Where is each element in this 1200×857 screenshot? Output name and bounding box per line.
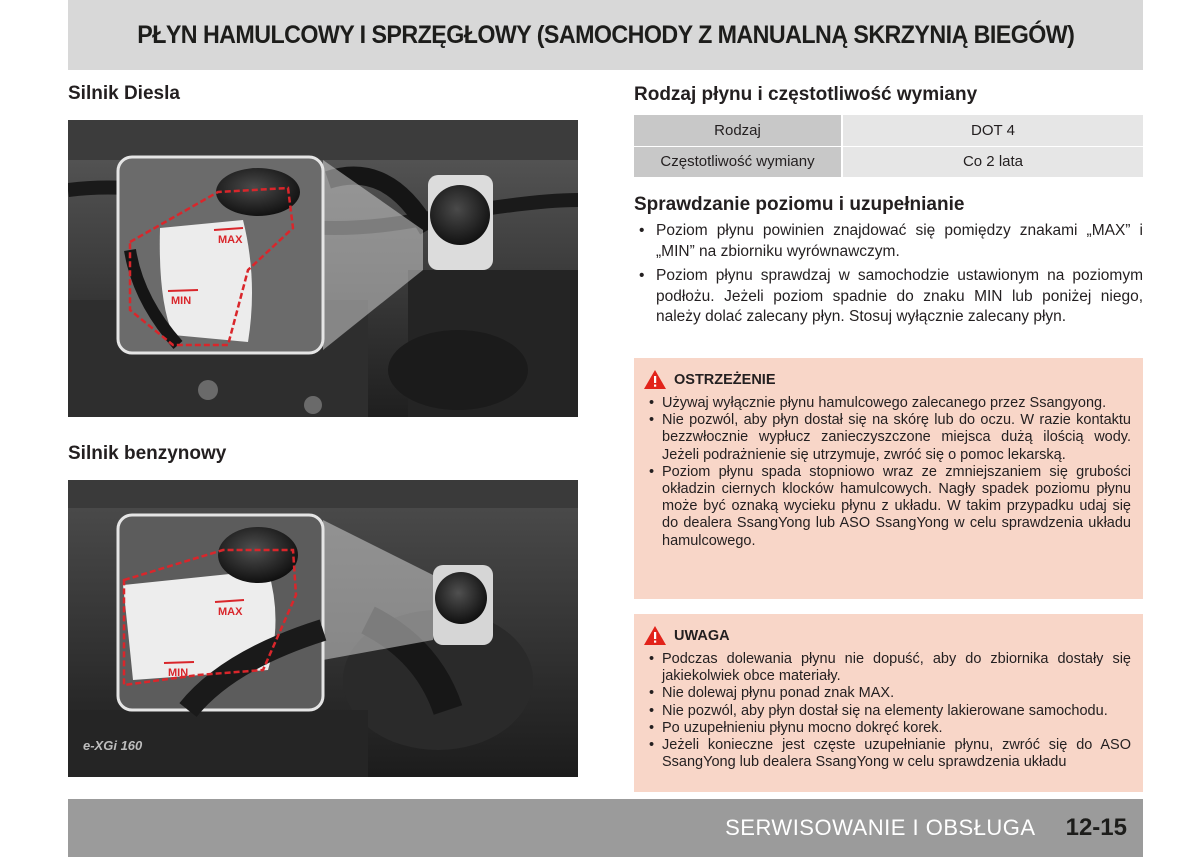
list-item: • Poziom płynu spada stopniowo wraz ze zmniejszaniem się grubości okładzin ciernych klocków hamulcowych. Nagły spadek poziomu płynu może być oznaką wycieku płynu z układu. W takim przypadku udaj się do dealera SsangYong lub ASO SsangYong w celu sprawdzenia układu hamulcowego.	[644, 464, 1131, 550]
warning-label: OSTRZEŻENIE	[674, 371, 776, 388]
caution-header	[644, 626, 1131, 645]
list-item: • Poziom płynu powinien znajdować się pomiędzy znakami „MAX” i „MIN” na zbiorniku wyrównawczym.	[634, 221, 1143, 262]
caution-label: UWAGA	[674, 627, 730, 644]
diesel-max-label: MAX	[218, 234, 243, 246]
warning-triangle-icon	[644, 370, 666, 389]
warning-list	[644, 395, 1131, 550]
table-row	[634, 115, 1143, 146]
petrol-min-label: MIN	[168, 667, 189, 679]
caution-list	[644, 651, 1131, 771]
diesel-engine-photo	[68, 120, 578, 417]
list-item: • Nie dolewaj płynu ponad znak MAX.	[644, 685, 1131, 702]
table-cell-label: Rodzaj	[634, 115, 842, 146]
petrol-engine-photo	[68, 480, 578, 777]
table-cell-value: Co 2 lata	[842, 146, 1143, 177]
list-item: • Nie pozwól, aby płyn dostał się na skórę lub do oczu. W razie kontaktu bezzwłocznie wypłucz zanieczyszczone miejsca dużą ilością wody. Jeżeli podrażnienie się utrzymuje, zwróć się o pomoc lekarską.	[644, 412, 1131, 464]
fluid-heading: Rodzaj płynu i częstotliwość wymiany	[634, 84, 978, 105]
list-item: • Poziom płynu sprawdzaj w samochodzie ustawionym na poziomym podłożu. Jeżeli poziom spadnie do znaku MIN lub poniżej niego, należy dolać zalecany płyn. Stosuj wyłącznie zalecany płyn.	[634, 266, 1143, 328]
diesel-heading: Silnik Diesla	[68, 83, 180, 104]
fluid-table	[634, 115, 1143, 178]
warning-header	[644, 370, 1131, 389]
diesel-min-label: MIN	[171, 295, 192, 307]
table-row	[634, 146, 1143, 177]
list-item: • Podczas dolewania płynu nie dopuść, aby do zbiornika dostały się jakiekolwiek obce materiały.	[644, 651, 1131, 685]
page-number: 12-15	[1065, 814, 1127, 841]
footer-bar	[68, 799, 1143, 857]
table-cell-value: DOT 4	[842, 115, 1143, 146]
petrol-max-label: MAX	[218, 606, 243, 618]
title-bar	[68, 0, 1143, 70]
warning-box	[634, 358, 1143, 599]
list-item: • Po uzupełnieniu płynu mocno dokręć korek.	[644, 720, 1131, 737]
table-cell-label: Częstotliwość wymiany	[634, 146, 842, 177]
check-heading: Sprawdzanie poziomu i uzupełnianie	[634, 194, 965, 215]
footer-section-title: SERWISOWANIE I OBSŁUGA	[725, 815, 1036, 840]
list-item: • Używaj wyłącznie płynu hamulcowego zalecanego przez Ssangyong.	[644, 395, 1131, 412]
warning-triangle-icon	[644, 626, 666, 645]
engine-badge: e-XGi 160	[83, 738, 143, 753]
caution-box	[634, 614, 1143, 792]
list-item: • Nie pozwól, aby płyn dostał się na elementy lakierowane samochodu.	[644, 703, 1131, 720]
page-title: PŁYN HAMULCOWY I SPRZĘGŁOWY (SAMOCHODY Z MANUALNĄ SKRZYNIĄ BIEGÓW)	[136, 20, 1075, 49]
petrol-heading: Silnik benzynowy	[68, 443, 227, 464]
list-item: • Jeżeli konieczne jest częste uzupełnianie płynu, zwróć się do ASO SsangYong lub dealera SsangYong w celu sprawdzenia układu	[644, 737, 1131, 771]
check-list	[634, 221, 1143, 332]
